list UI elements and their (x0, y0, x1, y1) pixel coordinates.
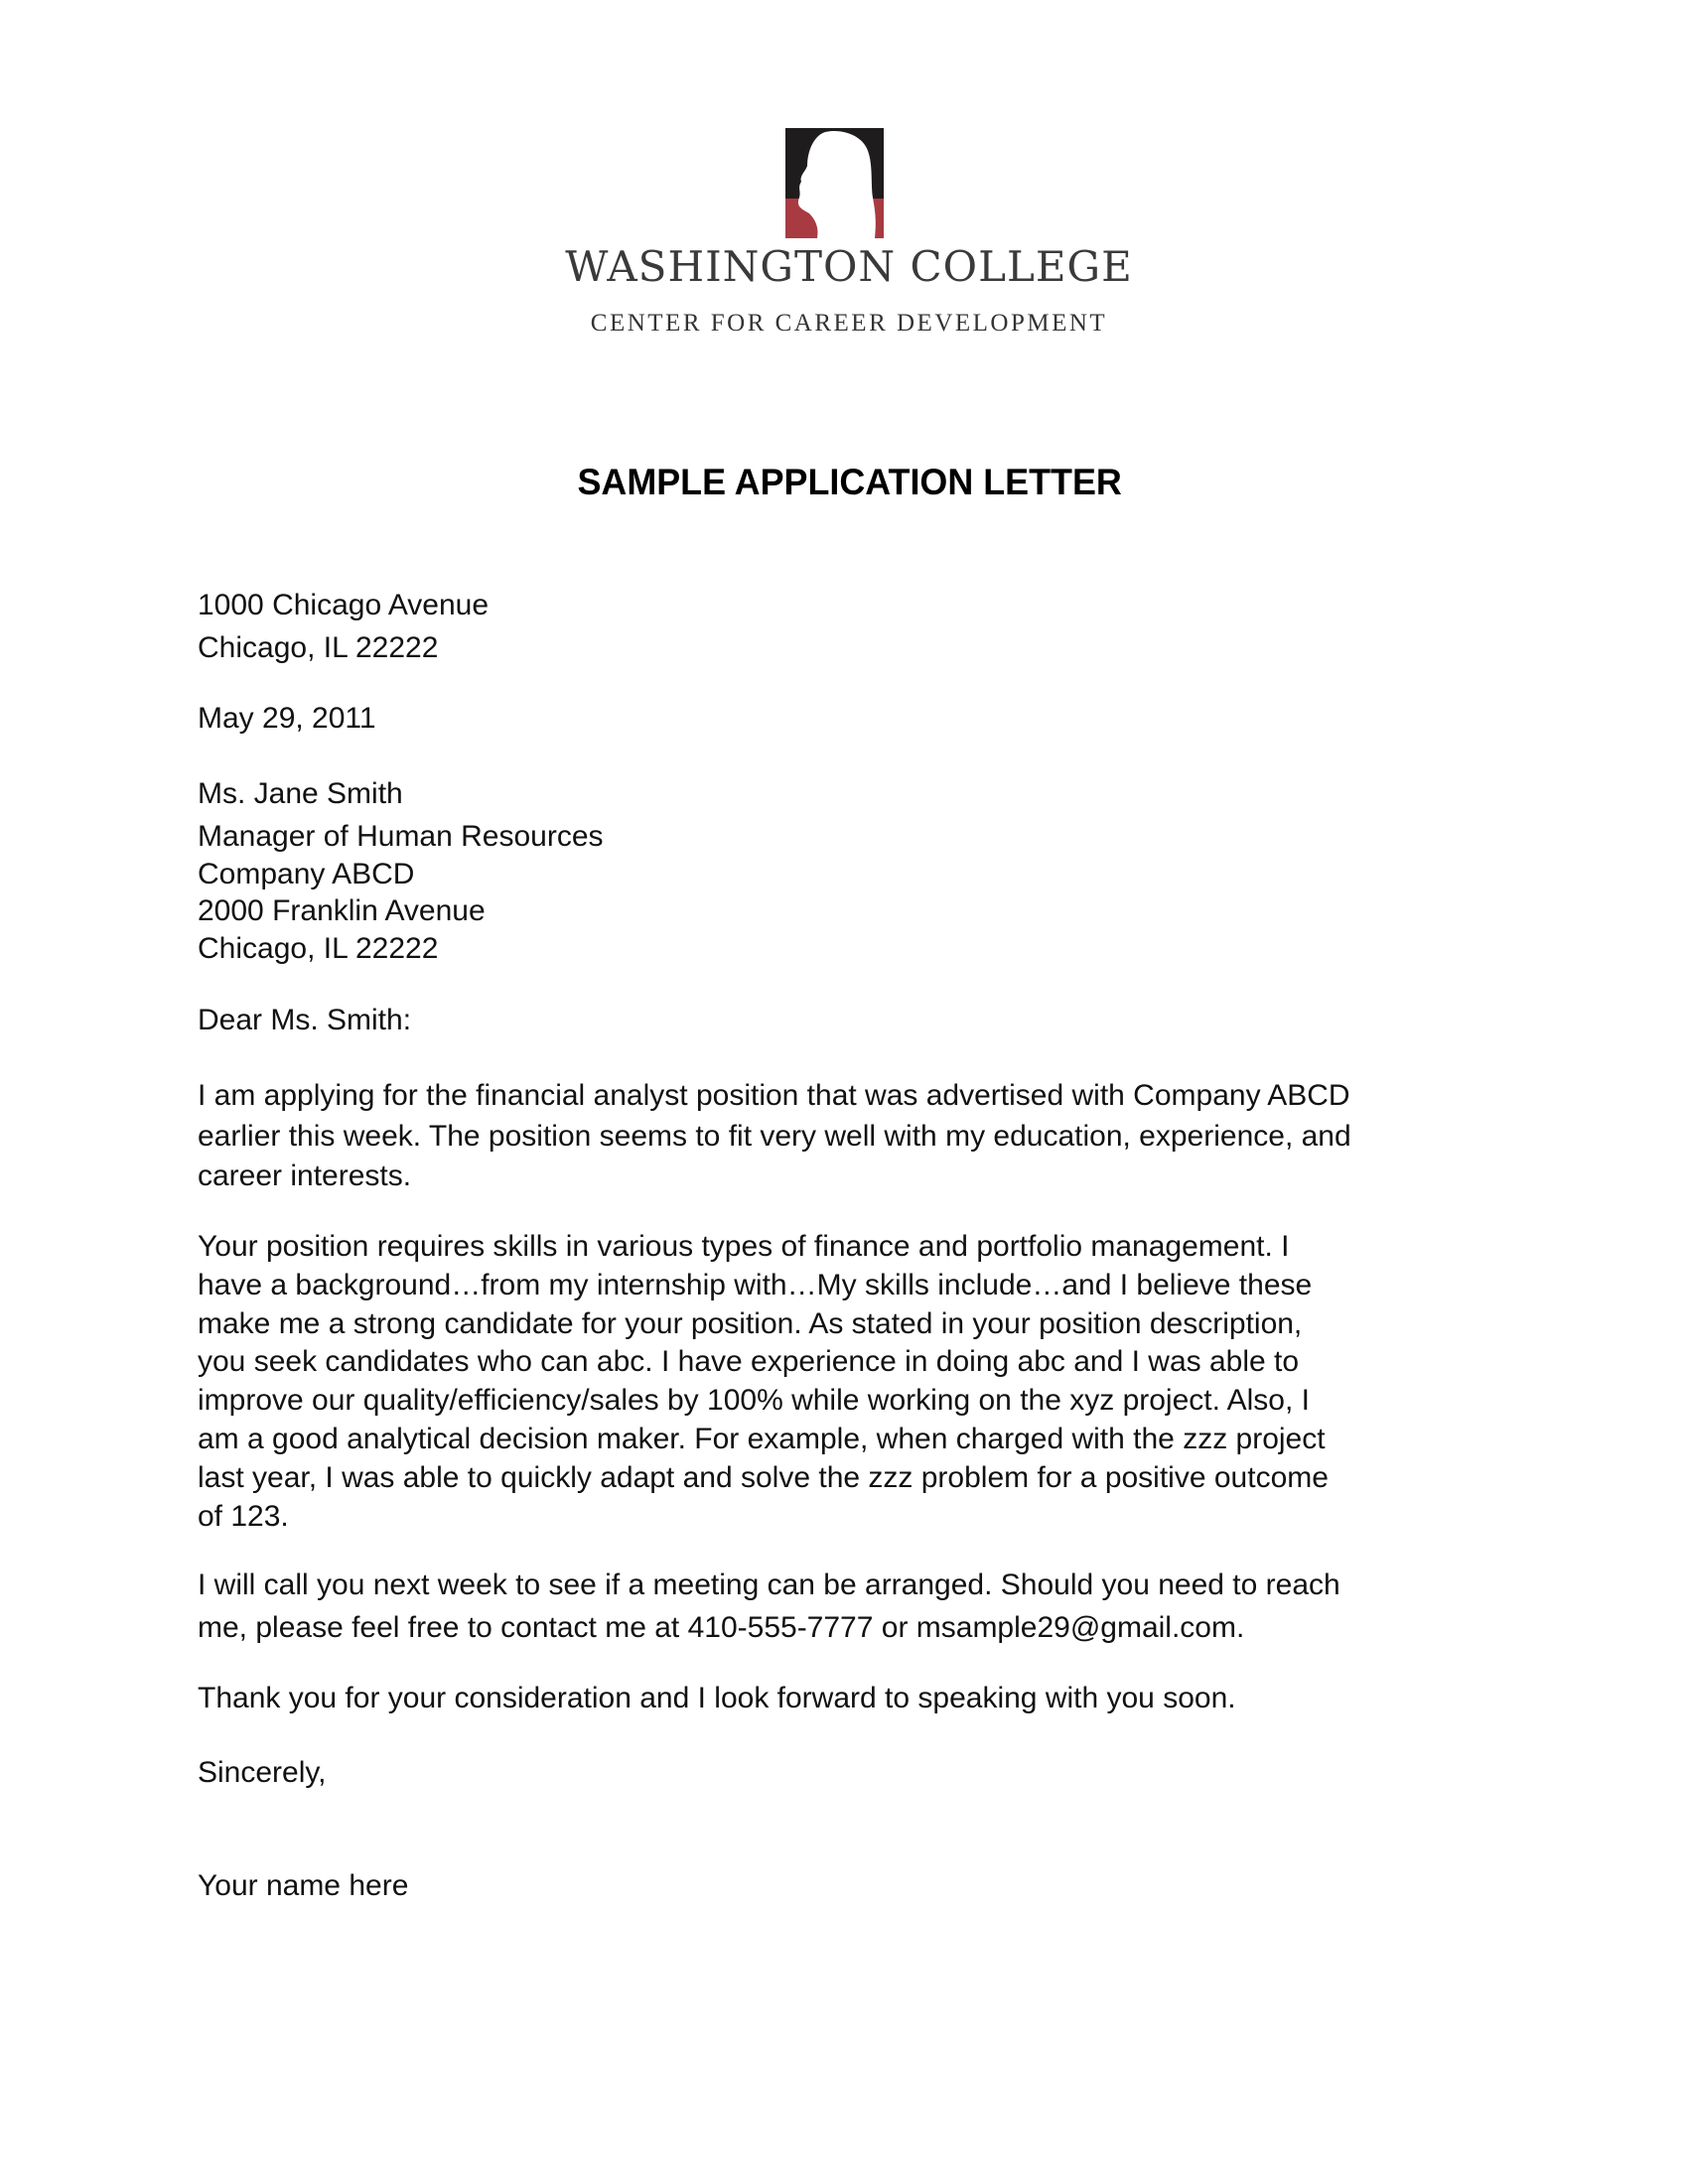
recipient-line: Ms. Jane Smith (198, 777, 403, 810)
paragraph-line: Your position requires skills in various types of finance and portfolio management. I (198, 1230, 1290, 1263)
salutation: Dear Ms. Smith: (198, 1004, 412, 1036)
paragraph-line: earlier this week. The position seems to fit very well with my education, experience, and (198, 1120, 1351, 1153)
sender-address-line: Chicago, IL 22222 (198, 631, 439, 664)
recipient-line: Manager of Human Resources (198, 820, 604, 853)
signature-name: Your name here (198, 1869, 409, 1902)
page-title: SAMPLE APPLICATION LETTER (577, 462, 1123, 502)
paragraph-line: improve our quality/efficiency/sales by 100% while working on the xyz project. Also, I (198, 1384, 1310, 1417)
paragraph-line: me, please feel free to contact me at 410-555-7777 or msample29@gmail.com. (198, 1611, 1245, 1644)
silhouette-icon (785, 128, 884, 238)
department-name: CENTER FOR CAREER DEVELOPMENT (590, 310, 1108, 337)
paragraph-line: Thank you for your consideration and I look forward to speaking with you soon. (198, 1682, 1236, 1714)
paragraph-line: make me a strong candidate for your position. As stated in your position description, (198, 1307, 1303, 1340)
paragraph-line: I am applying for the financial analyst position that was advertised with Company ABCD (198, 1079, 1350, 1112)
paragraph-line: last year, I was able to quickly adapt and solve the zzz problem for a positive outcome (198, 1461, 1329, 1494)
letter-date: May 29, 2011 (198, 702, 376, 735)
institution-name: WASHINGTON COLLEGE (565, 242, 1133, 291)
paragraph-line: you seek candidates who can abc. I have experience in doing abc and I was able to (198, 1345, 1300, 1378)
recipient-line: 2000 Franklin Avenue (198, 894, 486, 927)
paragraph-line: have a background…from my internship with…My skills include…and I believe these (198, 1269, 1313, 1301)
recipient-line: Company ABCD (198, 858, 415, 890)
paragraph-line: am a good analytical decision maker. For example, when charged with the zzz project (198, 1423, 1326, 1455)
closing: Sincerely, (198, 1756, 327, 1789)
sender-address-line: 1000 Chicago Avenue (198, 589, 490, 621)
college-logo-icon (785, 128, 884, 238)
recipient-line: Chicago, IL 22222 (198, 932, 439, 965)
paragraph-line: of 123. (198, 1500, 289, 1533)
paragraph-line: career interests. (198, 1160, 412, 1192)
paragraph-line: I will call you next week to see if a meeting can be arranged. Should you need to reach (198, 1569, 1340, 1601)
